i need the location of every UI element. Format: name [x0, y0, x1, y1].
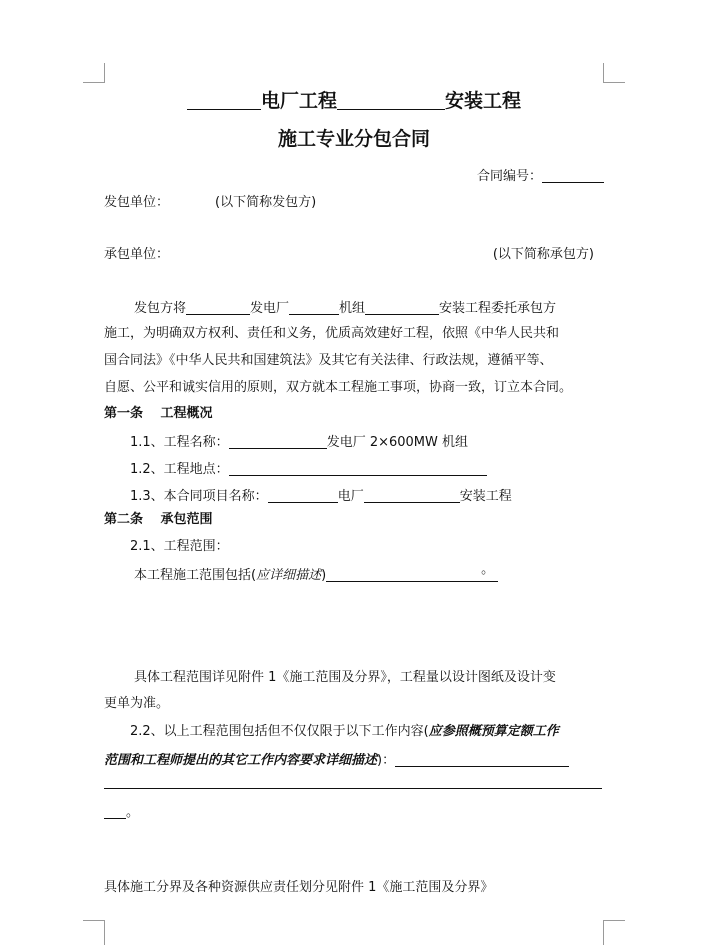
preamble-line-3: 国合同法》《中华人民共和国建筑法》及其它有关法律、行政法规，遵循平等、: [104, 353, 553, 368]
preamble-text-d: 安装工程委托承包方: [439, 301, 557, 316]
project-item-blank-2[interactable]: [364, 486, 460, 503]
contract-number-blank[interactable]: [542, 166, 604, 183]
scope-detail-line-2: 更单为准。: [104, 696, 170, 711]
article-2-item-1: 2.1、工程范围：: [130, 539, 229, 554]
project-item-blank-1[interactable]: [268, 486, 338, 503]
scope-detail-line-1: [104, 669, 604, 687]
party-a-row: [104, 194, 604, 212]
title-text-b: 安装工程: [445, 90, 522, 112]
scope-end-mark: 。: [481, 562, 495, 577]
preamble-blank-2[interactable]: [289, 298, 339, 315]
item-1-1-value: 发电厂 2×600MW 机组: [326, 435, 468, 450]
item-1-1-label: 1.1、工程名称：: [130, 435, 229, 450]
contract-number-label: 合同编号：: [476, 169, 542, 184]
article-1-item-1: [104, 432, 630, 452]
item-2-2-italic-a: 应参照概预算定额工作: [428, 724, 559, 739]
preamble-text-a: 发包方将: [134, 301, 187, 316]
contract-number-row: [104, 166, 604, 186]
project-name-blank[interactable]: [229, 432, 327, 449]
item-1-3-end: 安装工程: [459, 489, 512, 504]
party-a-note: (以下简称发包方): [215, 195, 317, 210]
item-2-2-text-a: 2.2、以上工程范围包括但不仅仅限于以下工作内容(: [130, 724, 429, 739]
article-2-item-2-line-2: [104, 750, 604, 770]
scope-blank[interactable]: [326, 562, 498, 582]
document-title-line1: [104, 88, 604, 114]
preamble-blank-3[interactable]: [365, 298, 439, 315]
crop-mark-bottom-left: [83, 920, 105, 945]
party-b-note: (以下简称承包方): [492, 247, 594, 262]
preamble-line-1: [104, 298, 604, 318]
scope-text-c: ): [321, 568, 327, 583]
preamble-text-c: 机组: [339, 301, 366, 316]
item-2-2-end-mark: 。: [126, 805, 140, 820]
crop-mark-bottom-right: [603, 920, 625, 945]
article-1-item-3: [104, 486, 630, 506]
item-1-3-label: 1.3、本合同项目名称：: [130, 489, 268, 504]
item-1-2-label: 1.2、工程地点：: [130, 462, 229, 477]
article-2-item-2-line-1: [104, 723, 604, 741]
party-b-row: [104, 246, 604, 264]
scope-text-italic: 应详细描述: [256, 568, 322, 583]
scope-text-a: 本工程施工范围包括(: [134, 568, 257, 583]
article-2-heading: 第二条 承包范围: [104, 512, 213, 527]
work-content-blank-2[interactable]: [104, 788, 602, 789]
scope-detail-text-1: 具体工程范围详见附件 1《施工范围及分界》，工程量以设计图纸及设计变: [134, 670, 556, 685]
footer-line: 具体施工分界及各种资源供应责任划分见附件 1《施工范围及分界》: [104, 880, 494, 895]
article-1-item-2: [104, 459, 630, 479]
party-b-label: 承包单位：: [104, 247, 170, 262]
title-blank-2[interactable]: [337, 93, 445, 110]
work-content-blank-3[interactable]: [104, 802, 126, 819]
party-a-label: 发包单位：: [104, 195, 170, 210]
crop-mark-top-right: [603, 63, 625, 83]
preamble-blank-1[interactable]: [186, 298, 250, 315]
item-2-2-italic-b: 范围和工程师提出的其它工作内容要求详细描述: [104, 753, 378, 768]
preamble-text-b: 发电厂: [250, 301, 290, 316]
scope-description-row: [104, 562, 604, 585]
item-1-3-mid: 电厂: [337, 489, 364, 504]
work-content-blank-1[interactable]: [395, 750, 569, 767]
project-location-blank[interactable]: [229, 459, 487, 476]
document-title-line2: 施工专业分包合同: [277, 128, 430, 150]
item-2-2-text-d: )：: [377, 753, 396, 768]
article-1-heading: 第一条 工程概况: [104, 406, 213, 421]
preamble-line-4: 自愿、公平和诚实信用的原则，双方就本工程施工事项，协商一致，订立本合同。: [104, 380, 573, 395]
title-blank-1[interactable]: [187, 93, 261, 110]
preamble-line-2: 施工，为明确双方权利、责任和义务，优质高效建好工程，依照《中华人民共和: [104, 326, 560, 341]
title-text-a: 电厂工程: [260, 90, 337, 112]
crop-mark-top-left: [83, 63, 105, 83]
article-2-item-2-line-4: [104, 802, 604, 822]
